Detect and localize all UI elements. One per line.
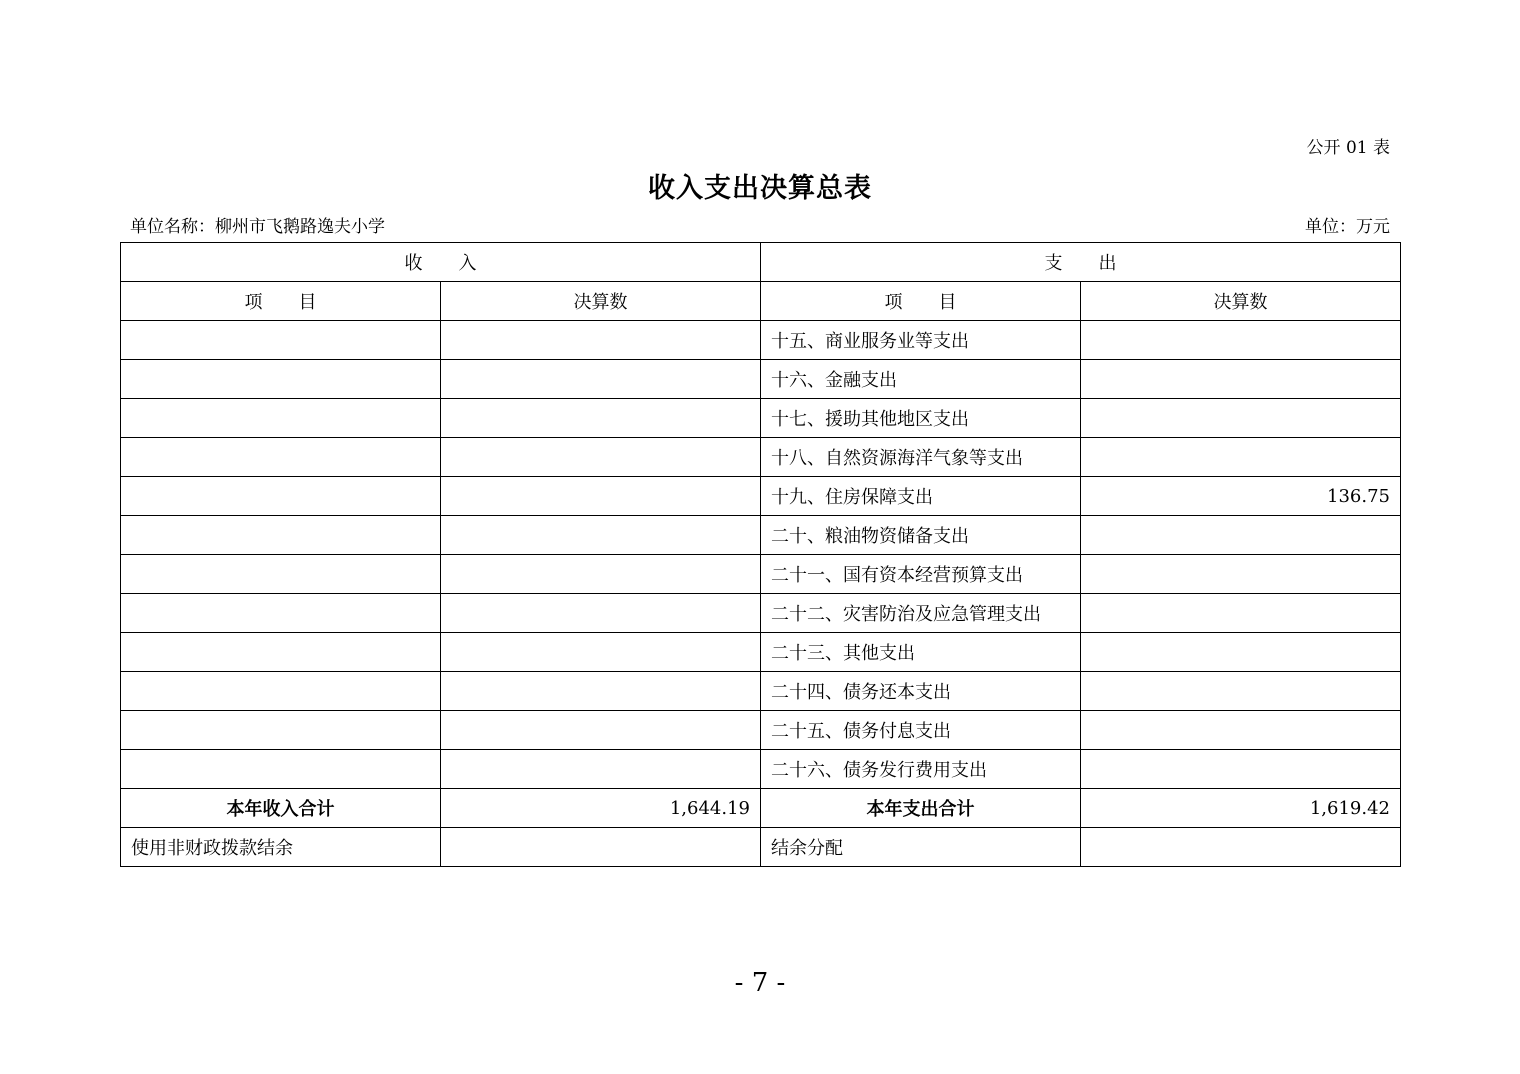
balance-distribution-label: 结余分配 <box>761 828 1081 867</box>
expense-item: 十七、援助其他地区支出 <box>761 399 1081 438</box>
income-item <box>121 321 441 360</box>
income-amount <box>441 555 761 594</box>
balance-row <box>121 828 1401 867</box>
income-item <box>121 399 441 438</box>
unit-name: 单位名称：柳州市飞鹅路逸夫小学 <box>130 217 385 237</box>
expense-amount <box>1081 555 1401 594</box>
table-row <box>121 594 1401 633</box>
income-amount <box>441 750 761 789</box>
income-item <box>121 360 441 399</box>
table-row <box>121 360 1401 399</box>
income-item <box>121 555 441 594</box>
table-row <box>121 711 1401 750</box>
expense-amount <box>1081 750 1401 789</box>
income-amount <box>441 594 761 633</box>
expense-amount <box>1081 672 1401 711</box>
expense-item-header: 项 目 <box>761 282 1081 321</box>
income-expense-table <box>120 242 1401 867</box>
table-row <box>121 516 1401 555</box>
income-amount <box>441 399 761 438</box>
income-item <box>121 750 441 789</box>
page-title: 收入支出决算总表 <box>648 173 872 204</box>
expense-amount <box>1081 633 1401 672</box>
currency-unit: 单位：万元 <box>1305 217 1390 237</box>
expense-amount <box>1081 438 1401 477</box>
expense-amount-header: 决算数 <box>1081 282 1401 321</box>
expense-amount <box>1081 711 1401 750</box>
income-amount <box>441 711 761 750</box>
income-item <box>121 594 441 633</box>
non-fiscal-balance-label: 使用非财政拨款结余 <box>121 828 441 867</box>
income-item <box>121 711 441 750</box>
expense-amount <box>1081 516 1401 555</box>
expense-amount <box>1081 399 1401 438</box>
non-fiscal-balance-amount <box>441 828 761 867</box>
income-amount <box>441 438 761 477</box>
expense-item: 十八、自然资源海洋气象等支出 <box>761 438 1081 477</box>
income-amount <box>441 321 761 360</box>
income-amount <box>441 672 761 711</box>
column-header-row <box>121 282 1401 321</box>
income-item <box>121 438 441 477</box>
balance-distribution-amount <box>1081 828 1401 867</box>
expense-amount: 136.75 <box>1081 477 1401 516</box>
expense-total-label: 本年支出合计 <box>761 789 1081 828</box>
income-amount-header: 决算数 <box>441 282 761 321</box>
income-amount <box>441 633 761 672</box>
table-row <box>121 633 1401 672</box>
table-row <box>121 750 1401 789</box>
income-amount <box>441 477 761 516</box>
expense-item: 十六、金融支出 <box>761 360 1081 399</box>
expense-item: 二十、粮油物资储备支出 <box>761 516 1081 555</box>
table-row <box>121 555 1401 594</box>
expense-item: 二十二、灾害防治及应急管理支出 <box>761 594 1081 633</box>
expense-item: 二十一、国有资本经营预算支出 <box>761 555 1081 594</box>
income-total-amount: 1,644.19 <box>441 789 761 828</box>
expense-total-amount: 1,619.42 <box>1081 789 1401 828</box>
income-item-header: 项 目 <box>121 282 441 321</box>
income-header: 收 入 <box>121 243 761 282</box>
table-row <box>121 672 1401 711</box>
income-total-label: 本年收入合计 <box>121 789 441 828</box>
expense-item: 十五、商业服务业等支出 <box>761 321 1081 360</box>
table-row <box>121 438 1401 477</box>
expense-item: 二十六、债务发行费用支出 <box>761 750 1081 789</box>
expense-item: 二十五、债务付息支出 <box>761 711 1081 750</box>
income-amount <box>441 516 761 555</box>
expense-item: 二十四、债务还本支出 <box>761 672 1081 711</box>
table-row <box>121 321 1401 360</box>
income-item <box>121 516 441 555</box>
totals-row <box>121 789 1401 828</box>
expense-amount <box>1081 594 1401 633</box>
expense-amount <box>1081 360 1401 399</box>
expense-item: 二十三、其他支出 <box>761 633 1081 672</box>
expense-header: 支 出 <box>761 243 1401 282</box>
expense-item: 十九、住房保障支出 <box>761 477 1081 516</box>
table-row <box>121 399 1401 438</box>
expense-amount <box>1081 321 1401 360</box>
income-amount <box>441 360 761 399</box>
section-header-row <box>121 243 1401 282</box>
income-item <box>121 477 441 516</box>
income-item <box>121 633 441 672</box>
page-number: - 7 - <box>734 968 786 998</box>
form-code: 公开 01 表 <box>1306 138 1390 158</box>
income-item <box>121 672 441 711</box>
table-row <box>121 477 1401 516</box>
